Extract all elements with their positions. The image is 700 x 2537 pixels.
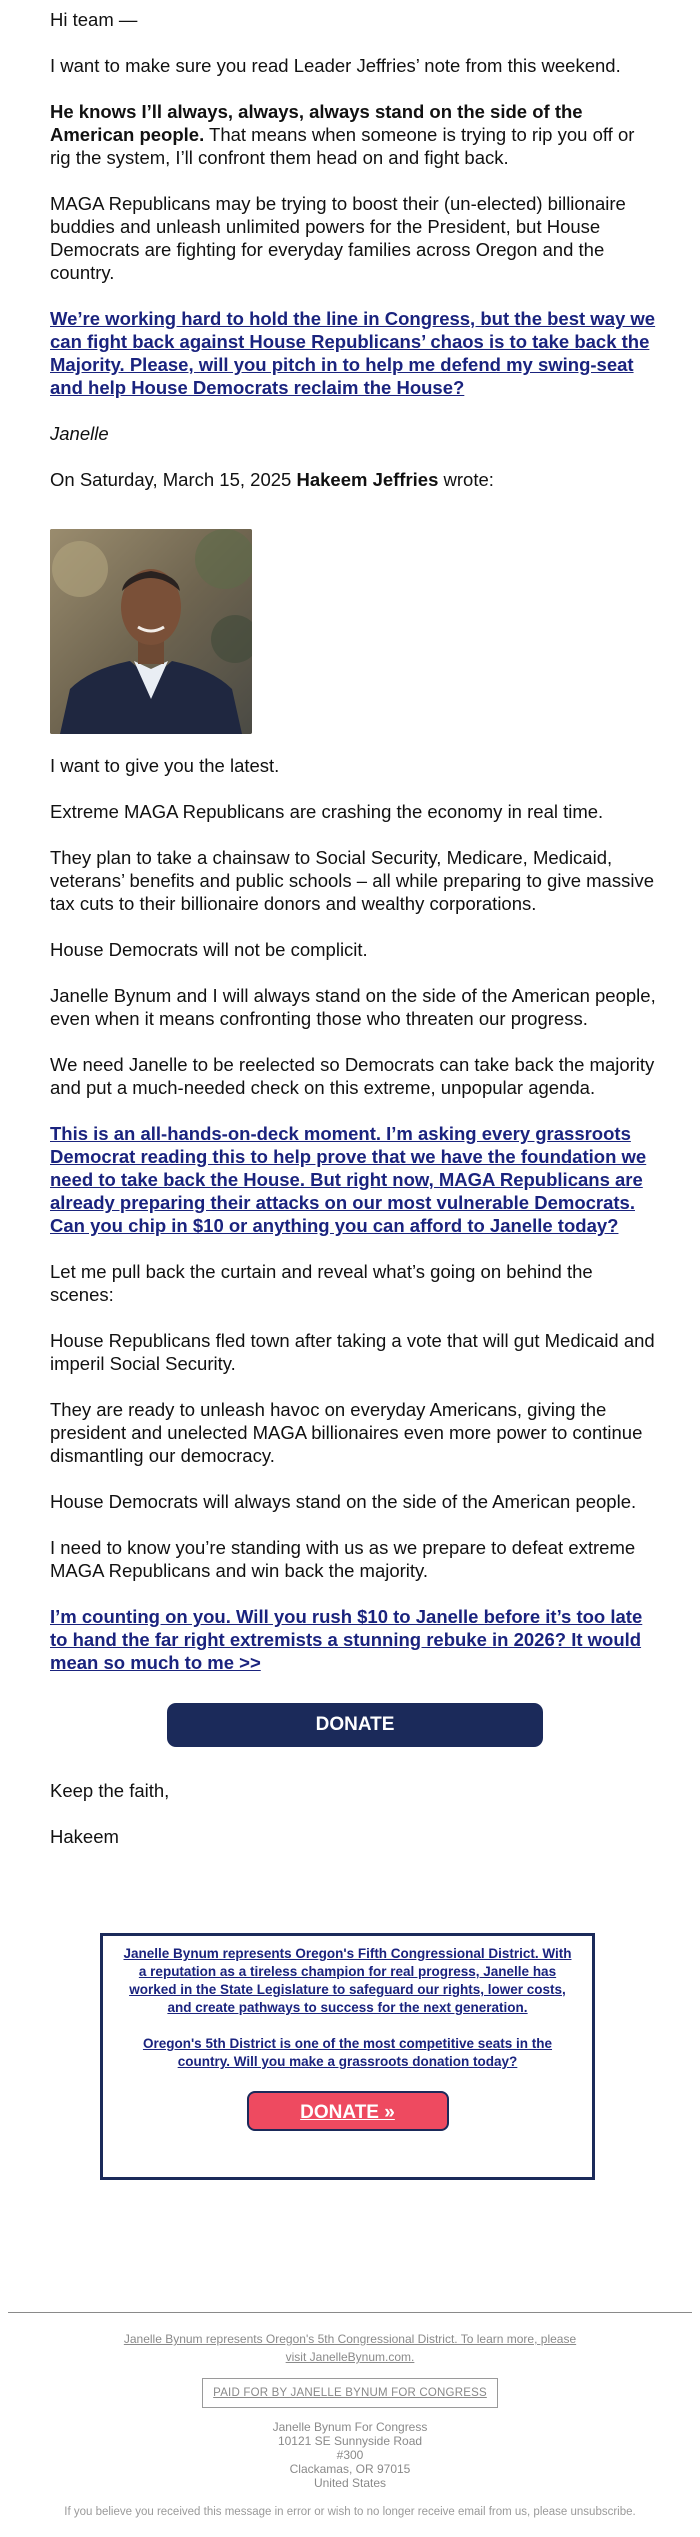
address-line: 10121 SE Sunnyside Road (277, 2434, 423, 2448)
body-paragraph-9: They are ready to unleash havoc on everyday Americans, giving the president and unelected MAGA billionaires even more power to continue dismantling our democracy. (50, 1399, 643, 1466)
portrait-photo (50, 529, 252, 734)
address-line: Clackamas, OR 97015 (289, 2462, 411, 2476)
paid-for-disclaimer: PAID FOR BY JANELLE BYNUM FOR CONGRESS (202, 2378, 498, 2408)
greeting: Hi team — (50, 9, 138, 30)
cta-link-1[interactable]: We’re working hard to hold the line in Congress, but the best way we can fight back against House Republicans’ chaos is to take back the Majority. Please, will you pitch in to help me defend my swing-seat and help House Democrats reclaim the House? (50, 308, 656, 398)
intro-paragraph-3: MAGA Republicans may be trying to boost their (un-elected) billionaire buddies and unleash unlimited powers for the President, but House Democrats are fighting for everyday families across Oregon and the country. (50, 193, 626, 283)
body-paragraph-2: Extreme MAGA Republicans are crashing the economy in real time. (50, 801, 604, 822)
email-body (50, 0, 660, 1848)
portrait-illustration (50, 529, 252, 734)
closing: Keep the faith, (50, 1780, 170, 1801)
closing-name: Hakeem (50, 1826, 119, 1847)
unsubscribe-link[interactable]: If you believe you received this message in error or wish to no longer receive email from us, please unsubscribe. (64, 2506, 636, 2518)
intro-bold-text: He knows I’ll always, always, always stand on the side of the American people. (50, 101, 583, 145)
intro-paragraph-2 (50, 100, 660, 169)
body-paragraph-6: We need Janelle to be reelected so Democrats can take back the majority and put a much-needed check on this extreme, unpopular agenda. (50, 1054, 655, 1098)
wrote-line: On Saturday, March 15, 2025 Hakeem Jeffries wrote: (50, 469, 494, 490)
body-paragraph-3: They plan to take a chainsaw to Social Security, Medicare, Medicaid, veterans’ benefits and public schools – all while preparing to give massive tax cuts to their billionaire donors and wealthy corporations. (50, 847, 654, 914)
signature: Janelle (50, 423, 109, 444)
intro-paragraph-1: I want to make sure you read Leader Jeffries’ note from this weekend. (50, 55, 621, 76)
body-paragraph-10: House Democrats will always stand on the side of the American people. (50, 1491, 637, 1512)
address-line: #300 (336, 2448, 364, 2462)
wrote-name: Hakeem Jeffries (296, 469, 439, 490)
intro-rest-text: That means when someone is trying to rip you off or rig the system, I’ll confront them head on and fight back. (50, 124, 635, 168)
body-paragraph-4: House Democrats will not be complicit. (50, 939, 368, 960)
cta-link-3[interactable]: I’m counting on you. Will you rush $10 to Janelle before it’s too late to hand the far right extremists a stunning rebuke in 2026? It would mean so much to me >> (50, 1606, 643, 1673)
candidate-info-box (100, 1933, 595, 2180)
district-donate-link[interactable]: Oregon's 5th District is one of the most competitive seats in the country. Will you make a grassroots donation today? (142, 2036, 553, 2069)
mailing-address (0, 2420, 700, 2490)
address-line: United States (313, 2476, 387, 2490)
body-paragraph-5: Janelle Bynum and I will always stand on the side of the American people, even when it means confronting those who threaten our progress. (50, 985, 656, 1029)
box-donate-button[interactable]: DONATE » (247, 2091, 449, 2131)
learn-more-link[interactable]: Janelle Bynum represents Oregon's 5th Congressional District. To learn more, please visit JanelleBynum.com. (123, 2332, 577, 2364)
address-line: Janelle Bynum For Congress (272, 2420, 428, 2434)
body-paragraph-11: I need to know you’re standing with us as we prepare to defeat extreme MAGA Republicans and win back the majority. (50, 1537, 636, 1581)
footer (0, 2330, 700, 2518)
body-paragraph-7: Let me pull back the curtain and reveal what’s going on behind the scenes: (50, 1261, 593, 1305)
body-paragraph-8: House Republicans fled town after taking a vote that will gut Medicaid and imperil Social Security. (50, 1330, 655, 1374)
donate-button[interactable]: DONATE (167, 1703, 543, 1747)
footer-divider (8, 2312, 692, 2313)
cta-link-2[interactable]: This is an all-hands-on-deck moment. I’m asking every grassroots Democrat reading this to help prove that we have the foundation we need to take back the House. But right now, MAGA Republicans are already preparing their attacks on our most vulnerable Democrats. Can you chip in $10 or anything you can afford to Janelle today? (50, 1123, 647, 1236)
candidate-bio-link[interactable]: Janelle Bynum represents Oregon's Fifth Congressional District. With a reputation as a tireless champion for real progress, Janelle has worked in the State Legislature to safeguard our rights, lower costs, and create pathways to success for the next generation. (123, 1946, 572, 2015)
unsubscribe-notice (0, 2506, 700, 2518)
body-paragraph-1: I want to give you the latest. (50, 755, 280, 776)
